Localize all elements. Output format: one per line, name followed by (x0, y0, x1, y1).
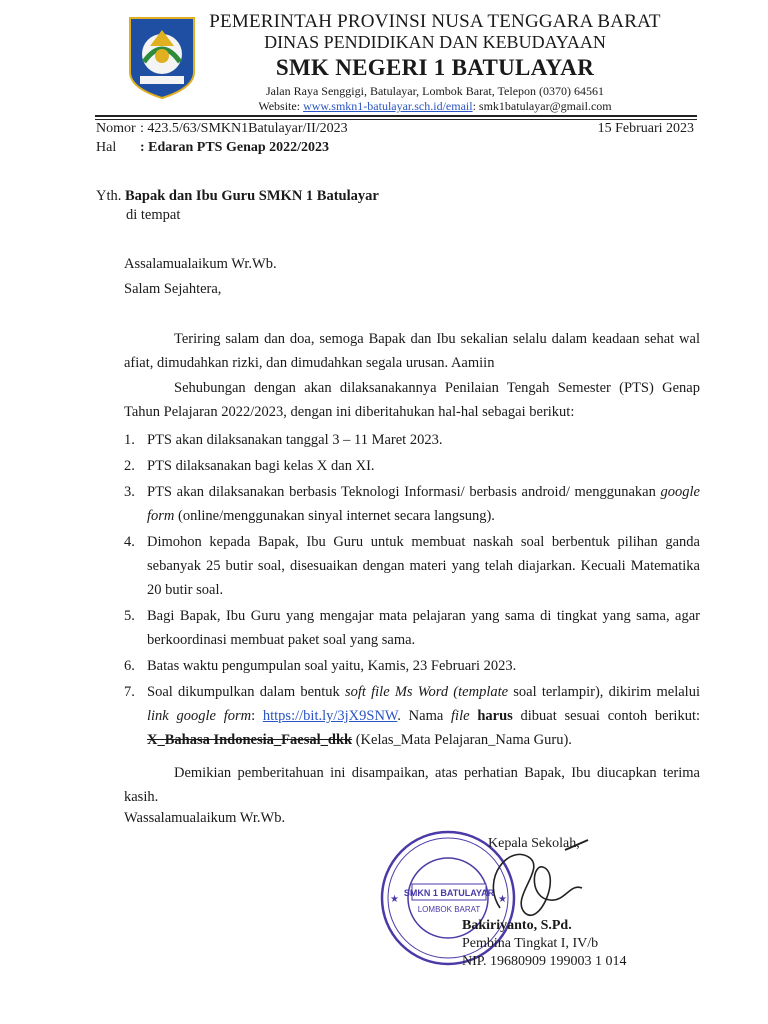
google-form-link[interactable]: https://bit.ly/3jX9SNW (262, 708, 398, 724)
addressee-place: di tempat (126, 207, 181, 223)
list-item-text: . Nama (397, 708, 452, 724)
body-paragraph-2 (124, 376, 700, 424)
list-number: 2. (124, 458, 135, 474)
list-item-text: PTS akan dilaksanakan tanggal 3 – 11 Maret 2023. (147, 432, 443, 448)
list-item-text: Soal dikumpulkan dalam bentuk (147, 684, 345, 700)
list-item-text: soal terlampir), dikirim melalui (508, 684, 700, 700)
list-item-text: (Kelas_Mata Pelajaran_Nama Guru). (352, 732, 572, 748)
list-item (100, 654, 700, 678)
email-text: : smk1batulayar@gmail.com (472, 99, 612, 113)
letter-subject (96, 140, 329, 156)
signatory-nip: NIP. 19680909 199003 1 014 (462, 954, 627, 969)
list-item-text: Batas waktu pengumpulan soal yaitu, Kamis, 23 Februari 2023. (147, 658, 517, 674)
list-item-text: (online/menggunakan sinyal internet secara langsung). (174, 508, 495, 524)
list-item (100, 680, 700, 752)
list-item-text: PTS dilaksanakan bagi kelas X dan XI. (147, 458, 375, 474)
list-item-text: : (251, 708, 263, 724)
list-item-text: dibuat sesuai contoh berikut: (512, 708, 700, 724)
list-number: 6. (124, 658, 135, 674)
closing-paragraph (124, 761, 700, 809)
list-item-italic: file (451, 708, 470, 724)
list-item (100, 530, 700, 602)
website-link[interactable]: www.smkn1-batulayar.sch.id/email (303, 99, 473, 113)
filename-example: X_Bahasa Indonesia_Faesal_dkk (147, 732, 353, 748)
signatory-rank: Pembina Tingkat I, IV/b (462, 936, 599, 951)
website-label: Website: (258, 99, 304, 113)
letter-number (96, 121, 348, 137)
list-item (100, 454, 700, 478)
greeting-opening: Assalamualaikum Wr.Wb. (124, 256, 277, 272)
list-item-italic: link google form (147, 708, 252, 724)
list-item (100, 604, 700, 652)
hal-value: : Edaran PTS Genap 2022/2023 (140, 140, 330, 155)
list-item-italic: soft file Ms Word (template (344, 684, 509, 700)
farewell: Wassalamualaikum Wr.Wb. (124, 810, 286, 826)
greeting-salam: Salam Sejahtera, (124, 281, 222, 297)
stamp-region-text: LOMBOK BARAT (417, 905, 481, 914)
hal-label: Hal (96, 140, 117, 155)
list-number: 1. (124, 432, 135, 448)
list-number: 5. (124, 608, 135, 624)
letterhead-contact (200, 99, 670, 113)
letterhead-address: Jalan Raya Senggigi, Batulayar, Lombok Barat, Telepon (0370) 64561 (265, 84, 605, 98)
letterhead-divider-thick (95, 115, 697, 117)
letterhead-department: DINAS PENDIDIKAN DAN KEBUDAYAAN (264, 32, 606, 52)
letterhead-government: PEMERINTAH PROVINSI NUSA TENGGARA BARAT (209, 11, 661, 32)
list-item-bold: harus (477, 708, 513, 724)
list-item-text: Bagi Bapak, Ibu Guru yang mengajar mata pelajaran yang sama di tingkat yang sama, agar berkoordinasi membuat paket soal yang sama. (147, 608, 700, 648)
list-number: 4. (124, 534, 135, 550)
svg-text:★: ★ (498, 894, 507, 905)
letterhead-school-name: SMK NEGERI 1 BATULAYAR (275, 55, 595, 80)
list-number: 3. (124, 484, 135, 500)
addressee (96, 188, 379, 205)
letterhead-divider-thin (95, 119, 697, 120)
closing-text: Demikian pemberitahuan ini disampaikan, atas perhatian Bapak, Ibu diucapkan terima kasih. (124, 765, 700, 805)
svg-text:★: ★ (390, 894, 399, 905)
letter-date: 15 Februari 2023 (597, 121, 694, 136)
list-item-text: PTS akan dilaksanakan berbasis Teknologi Informasi/ berbasis android/ menggunakan (147, 484, 661, 500)
stamp-school-text: SMKN 1 BATULAYAR (403, 888, 495, 898)
list-item-italic: google form (147, 484, 700, 524)
nomor-label: Nomor (96, 121, 136, 136)
paragraph-2-text: Sehubungan dengan akan dilaksanakannya Penilaian Tengah Semester (PTS) Genap Tahun Pelajaran 2022/2023, dengan ini diberitahukan hal-hal sebagai berikut: (124, 380, 700, 420)
paragraph-1-text: Teriring salam dan doa, semoga Bapak dan Ibu sekalian selalu dalam keadaan sehat wal afiat, dimudahkan rizki, dan dimudahkan segala urusan. Aamiin (124, 331, 700, 371)
body-paragraph-1 (124, 327, 700, 375)
list-item (100, 428, 700, 452)
addressee-name: Bapak dan Ibu Guru SMKN 1 Batulayar (125, 188, 379, 204)
addressee-prefix: Yth. (96, 188, 125, 204)
provincial-emblem-logo (126, 16, 198, 100)
list-item (100, 480, 700, 528)
letterhead (200, 12, 670, 113)
signatory-name: Bakiriyanto, S.Pd. (462, 918, 572, 933)
nomor-value: : 423.5/63/SMKN1Batulayar/II/2023 (140, 121, 348, 136)
announcement-list (100, 428, 700, 752)
signatory-title: Kepala Sekolah, (488, 836, 580, 851)
list-number: 7. (124, 684, 135, 700)
list-item-text: Dimohon kepada Bapak, Ibu Guru untuk membuat naskah soal berbentuk pilihan ganda sebanyak 25 butir soal, disesuaikan dengan materi yang telah diajarkan. Kecuali Matematika 20 butir soal. (147, 534, 700, 598)
